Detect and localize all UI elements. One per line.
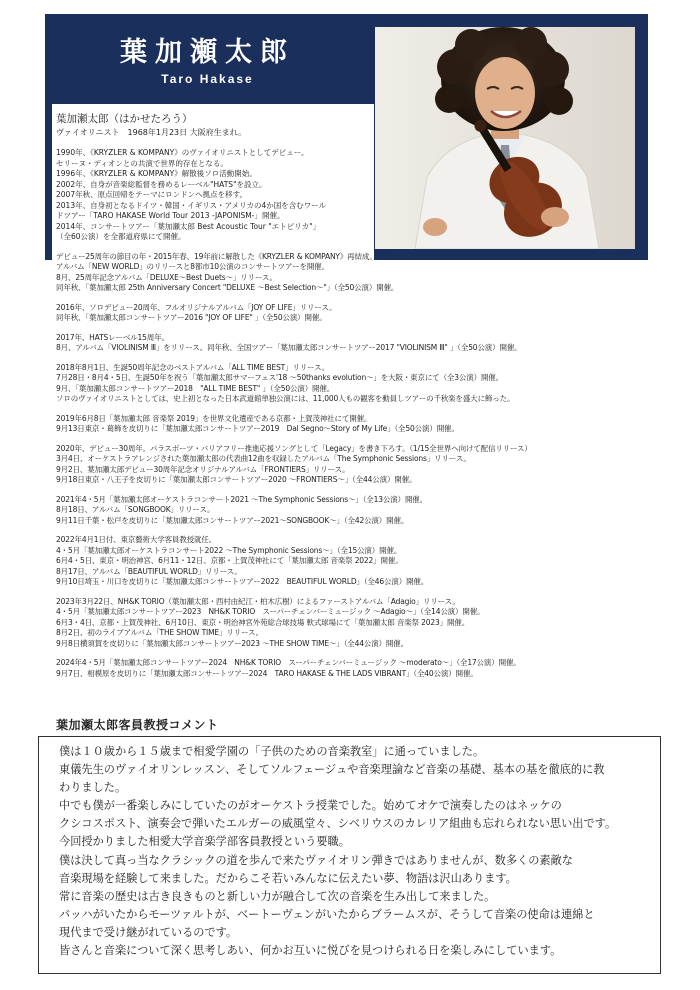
bio-line: 2021年4・5月「葉加瀬太郎オーケストラコンサート2021 ～The Symphonic Sessions～」（全13公演）開催。 (56, 494, 428, 504)
bio-line: 8月2日、初のライブアルバム「THE SHOW TIME」リリース。 (56, 628, 263, 637)
artist-name-japanese: 葉加瀬太郎 (120, 37, 295, 68)
artist-name-english: Taro Hakase (161, 72, 254, 86)
comment-title: 葉加瀬太郎客員教授コメント (56, 718, 219, 732)
comment-lines (59, 743, 652, 960)
comment-line: わりました。 (59, 781, 127, 795)
bio-line: 2020年、デビュー30周年。パラスポーツ・バリアフリー推進応援ソングとして「Legacy」を書き下ろす。（1/15全世界へ向けて配信リリース） (56, 443, 532, 453)
bio-line: 2016年、ソロデビュー20周年、フルオリジナルアルバム「JOY OF LIFE」リリース。 (56, 302, 337, 312)
bio-line: 8月、アルバム「VIOLINISM Ⅲ」をリリース。同年秋、全国ツアー「葉加瀬太郎コンサートツアー2017 "VIOLINISM Ⅲ" 」（全50公演）開催。 (56, 343, 522, 352)
comment-line: バッハがいたからモーツァルトが、ベートーヴェンがいたからブラームスが、そうして音楽の使命は連綿と (59, 907, 595, 921)
bio-line: 2007年秋、原点回帰をテーマにロンドンへ拠点を移す。 (56, 190, 247, 199)
bio-line: 2002年、自身が音楽総監督を務めるレーベル"HATS"を設立。 (56, 179, 267, 189)
bio-line: ドツアー「TARO HAKASE World Tour 2013 -JAPONISM-」開催。 (56, 211, 285, 220)
comment-line: 常に音楽の歴史は古き良きものと新しい力が融合して次の音楽を生み出して来ました。 (59, 889, 496, 903)
bio-line: アルバム「NEW WORLD」のリリースと8都市10公演のコンサートツアーを開催。 (56, 262, 329, 271)
bio-paragraph (56, 148, 656, 243)
bio-line: 9月10日埼玉・川口を皮切りに「葉加瀬太郎コンサートツアー2022 BEAUTIFUL WORLD」（全46公演）開催。 (56, 577, 429, 586)
bio-paragraph (56, 414, 656, 435)
comment-line: 皆さんと音楽について深く思考しあい、何かお互いに悦びを見つけられる日を楽しみにしています。 (59, 944, 562, 958)
bio-line: 9月11日千葉・松戸を皮切りに「葉加瀬太郎コンサートツアー2021～SONGBOOK～」（全42公演）開催。 (56, 515, 409, 525)
comment-line: クシコスポスト、演奏会で弾いたエルガーの威風堂々、シベリウスのカレリア組曲も忘れられない思い出です。 (59, 817, 617, 831)
comment-box (38, 736, 661, 974)
bio-line: 2019年6月8日「葉加瀬太郎 音楽祭 2019」を世界文化遺産である京都・上賀茂神社にて開催。 (56, 413, 372, 423)
bio-subtitle: ヴァイオリニスト 1968年1月23日 大阪府生まれ。 (56, 128, 247, 137)
biography (56, 112, 656, 679)
bio-paragraph (56, 303, 656, 324)
bio-line: 9月2日、葉加瀬太郎デビュー30周年記念オリジナルアルバム「FRONTIERS」リリース。 (56, 464, 350, 474)
bio-paragraph (56, 597, 656, 650)
bio-paragraph (56, 444, 656, 486)
bio-name: 葉加瀬太郎（はかせたろう） (56, 113, 193, 125)
comment-line: 今回授かりました相愛大学音楽学部客員教授という要職。 (59, 835, 350, 849)
bio-paragraph (56, 658, 656, 679)
bio-paragraph (56, 535, 656, 588)
bio-line: 9月7日、相模原を皮切りに「葉加瀬太郎コンサートツアー2024 TARO HAKASE & THE LADS VIBRANT」（全40公演）開催。 (56, 668, 478, 678)
bio-line: 2013年、自身初となるドイツ・韓国・イギリス・アメリカの4か国を含むワール (56, 200, 327, 210)
bio-line: 6月3・4日、京都・上賀茂神社、6月10日、東京・明治神宮外苑総合球技場 軟式球場にて「葉加瀬太郎 音楽祭 2023」開催。 (56, 617, 470, 627)
bio-line: 2022年4月1日付、東京藝術大学客員教授就任。 (56, 535, 217, 544)
bio-line: 6月4・5日、東京・明治神宮、6月11・12日、京都・上賀茂神社にて「葉加瀬太郎 音楽祭 2022」開催。 (56, 556, 403, 565)
comment-line: 現代まで受け継がれているのです。 (59, 925, 238, 939)
bio-line: 2024年4・5月「葉加瀬太郎コンサートツアー2024 NH&K TORIO スーパーチェンバーミュージック ～moderato～」（全17公演）開催。 (56, 658, 521, 667)
bio-line: 1996年、《KRYZLER & KOMPANY》解散後ソロ活動開始。 (56, 169, 257, 178)
comment-line: 僕は決して真っ当なクラシックの道を歩んで来たヴァイオリン弾きではありませんが、数多くの素敵な (59, 853, 573, 867)
bio-line: 9月13日東京・葛飾を皮切りに「葉加瀬太郎コンサートツアー2019 Dal Segno～Story of My Life」（全50公演）開催。 (56, 424, 459, 433)
bio-paragraph (56, 333, 656, 354)
bio-paragraph (56, 252, 656, 294)
comment-line: 僕は１０歳から１５歳まで相愛学園の「子供のための音楽教室」に通っていました。 (59, 745, 485, 758)
bio-line: 4・5月「葉加瀬太郎オーケストラコンサート2022 ～The Symphonic Sessions～」（全15公演）開催。 (56, 545, 402, 555)
comment-line: 音楽現場を経験して来ました。だからこそ若いみんなに伝えたい夢、物語は沢山あります。 (59, 871, 517, 885)
bio-line: セリーヌ・ディオンとの共演で世界的存在となる。 (56, 158, 228, 168)
bio-paragraph (56, 495, 656, 527)
bio-line: 9月18日東京・八王子を皮切りに「葉加瀬太郎コンサートツアー2020 ～FRONTIERS～」（全44公演）開催。 (56, 475, 417, 484)
bio-line: 4・5月「葉加瀬太郎コンサートツアー2023 NH&K TORIO スーパーチェンバーミュージック ～Adagio～」（全14公演）開催。 (56, 607, 485, 616)
bio-line: 8月17日、アルバム「BEAUTIFUL WORLD」リリース。 (56, 566, 242, 576)
bio-line: 8月、25周年記念アルバム「DELUXE～Best Duets～」リリース。 (56, 272, 277, 282)
bio-paragraphs (56, 148, 656, 679)
bio-line: 同年秋、「葉加瀬太郎 25th Anniversary Concert "DELUXE ～Best Selection～"」（全50公演）開催。 (56, 283, 399, 292)
bio-line: 7月28日・8月4・5日、生誕50年を祝う「葉加瀬太郎サマーフェス'18 ～50thanks evolution～」を大阪・東京にて（全3公演）開催。 (56, 373, 503, 382)
bio-line: 1990年、《KRYZLER & KOMPANY》のヴァイオリニストとしてデビュー。 (56, 148, 309, 157)
bio-line: 9月、「葉加瀬太郎コンサートツアー2018 "ALL TIME BEST" 」（全50公演）開催。 (56, 383, 335, 393)
bio-line: 3月4日、オーケストラアレンジされた葉加瀬太郎の代表曲12曲を収録したアルバム「The Symphonic Sessions」リリース。 (56, 454, 471, 463)
bio-line: 8月18日、アルバム「SONGBOOK」リリース。 (56, 505, 215, 514)
bio-line: （全60公演）を全都道府県にて開催。 (56, 232, 186, 241)
bio-paragraph (56, 363, 656, 405)
bio-line: ソロのヴァイオリニストとしては、史上初となった日本武道館単独公演には、11,000人もの観客を動員しツアーの千秋楽を盛大に飾った。 (56, 394, 515, 403)
bio-line: 2014年、コンサートツアー「葉加瀬太郎 Best Acoustic Tour "エトピリカ"」 (56, 221, 321, 231)
comment-line: 中でも僕が一番楽しみにしていたのがオーケストラ授業でした。始めてオケで演奏したのはネッケの (59, 799, 562, 813)
comment-line: 東儀先生のヴァイオリンレッスン、そしてソルフェージュや音楽理論など音楽の基礎、基本の基を徹底的に教 (59, 763, 605, 777)
bio-line: 9月8日横須賀を皮切りに「葉加瀬太郎コンサートツアー2023 ～THE SHOW TIME～」（全44公演）開催。 (56, 638, 408, 648)
bio-line: 2017年、HATSレーベル15周年。 (56, 332, 169, 342)
bio-line: 2023年3月22日、NH&K TORIO（葉加瀬太郎・西村由紀江・柏木広樹）によるファーストアルバム「Adagio」リリース。 (56, 596, 460, 606)
bio-line: 同年秋、「葉加瀬太郎コンサートツアー2016 "JOY OF LIFE" 」（全50公演）開催。 (56, 313, 327, 322)
bio-line: デビュー25周年の節目の年・2015年春、19年前に解散した《KRYZLER & KOMPANY》再結成。 (56, 251, 377, 261)
bio-line: 2018年8月1日、生誕50周年記念のベストアルバム「ALL TIME BEST」リリース。 (56, 362, 330, 372)
